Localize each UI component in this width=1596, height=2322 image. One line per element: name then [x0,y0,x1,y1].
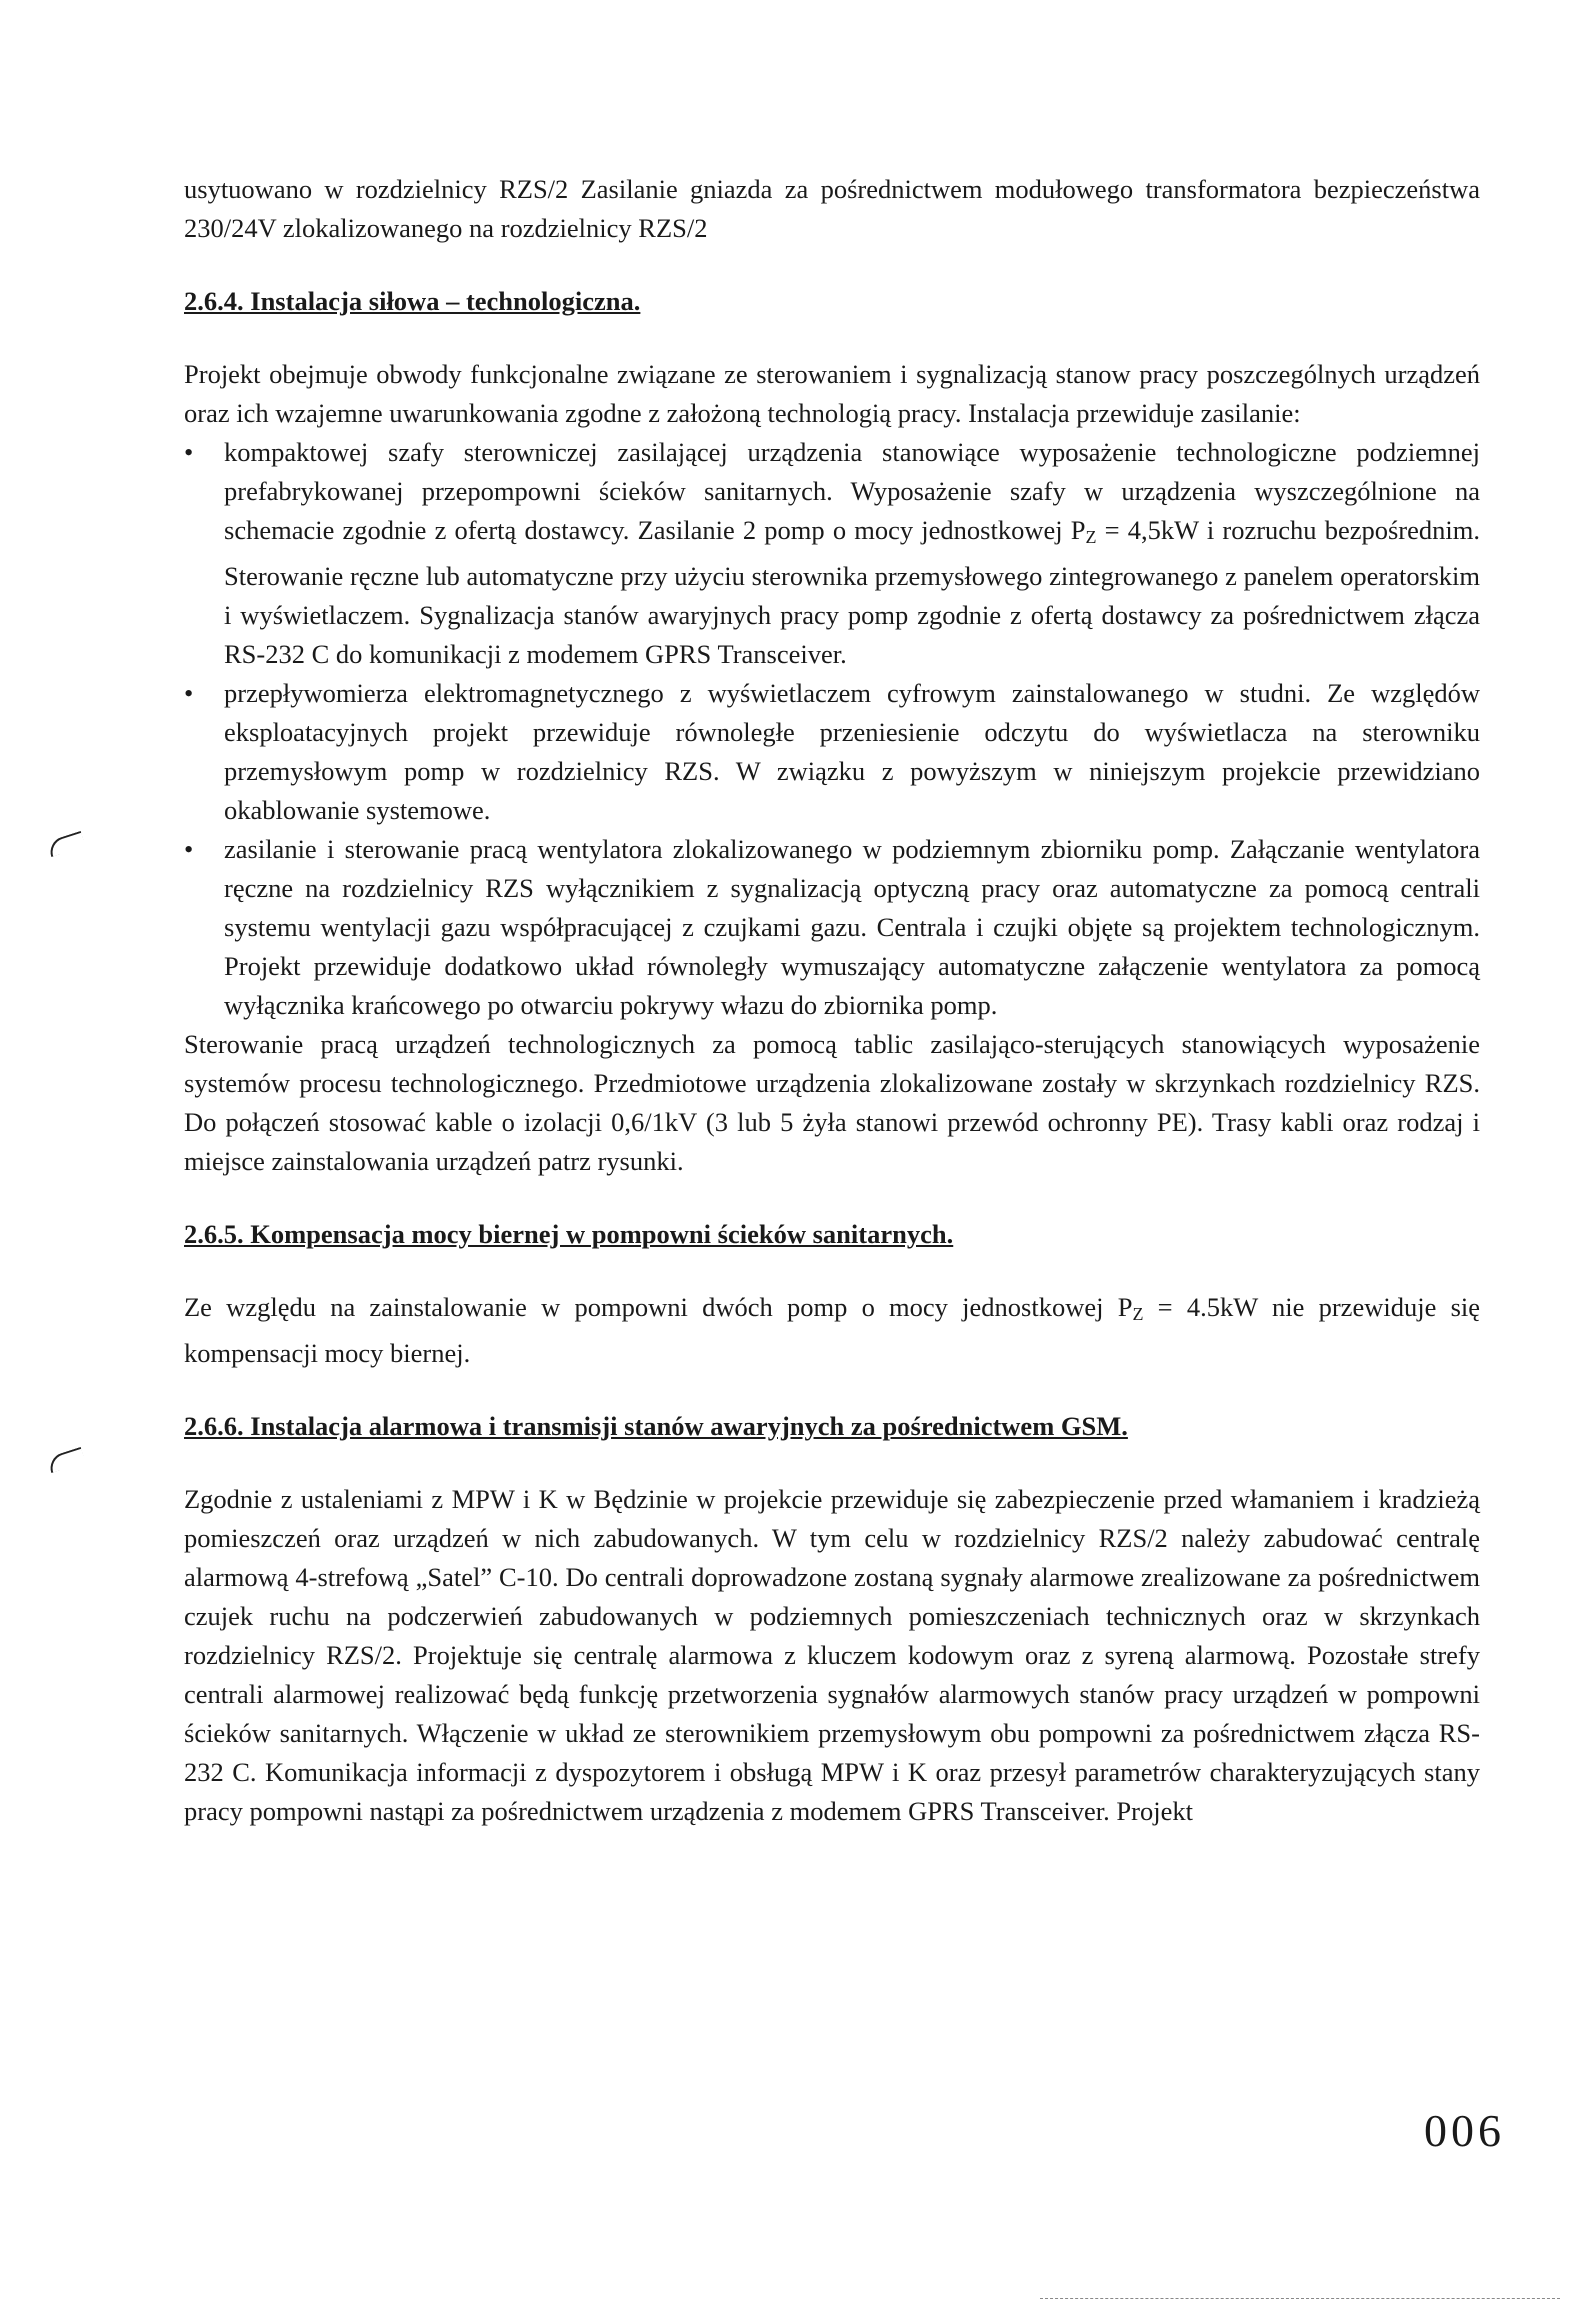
bullet-icon: • [184,834,194,864]
bullet-icon: • [184,437,194,467]
list-item-text: zasilanie i sterowanie pracą wentylatora zlokalizowanego w podziemnym zbiorniku pomp. Załączanie wentylatora ręczne na rozdzielnicy RZS wyłącznikiem z sygnalizacją optyczną pracy oraz automatyczne za pomocą centrali systemu wentylacji gazu współpracującej z czujkami gazu. Centrala i czujki objęte są projektem technologicznym. Projekt przewiduje dodatkowo układ równoległy wymuszający automatyczne załączenie wentylatora za pomocą wyłącznika krańcowego po otwarciu pokrywy włazu do zbiornika pomp. [224,834,1480,1020]
margin-hole-mark-icon [46,1447,85,1473]
subscript: Z [1085,527,1097,547]
intro-paragraph: usytuowano w rozdzielnicy RZS/2 Zasilanie gniazda za pośrednictwem modułowego transformatora bezpieczeństwa 230/24V zlokalizowanego na rozdzielnicy RZS/2 [184,174,1480,243]
subscript: Z [1132,1304,1144,1324]
section-heading-2-6-6: 2.6.6. Instalacja alarmowa i transmisji stanów awaryjnych za pośrednictwem GSM. [184,1411,1128,1441]
section-2-6-4-closing: Sterowanie pracą urządzeń technologicznych za pomocą tablic zasilająco-sterujących stanowiących wyposażenie systemów procesu technologicznego. Przedmiotowe urządzenia zlokalizowane zostały w skrzynkach rozdzielnicy RZS. Do połączeń stosować kable o izolacji 0,6/1kV (3 lub 5 żyła stanowi przewód ochronny PE). Trasy kabli oraz rodzaj i miejsce zainstalowania urządzeń patrz rysunki. [184,1029,1480,1176]
margin-hole-mark-icon [46,831,85,857]
list-item-text: kompaktowej szafy sterowniczej zasilającej urządzenia stanowiące wyposażenie technologiczne podziemnej prefabrykowanej przepompowni ścieków sanitarnych. Wyposażenie szafy w urządzenia wyszczególnione na schemacie zgodnie z ofertą dostawcy. Zasilanie 2 pomp o mocy jednostkowej $P_Z = 4,5kW$ i rozruchu bezpośrednim. Sterowanie ręczne lub automatyczne przy użyciu sterownika przemysłowego zintegrowanego z panelem operatorskim i wyświetlaczem. Sygnalizacja stanów awaryjnych pracy pomp zgodnie z ofertą dostawcy za pośrednictwem złącza RS-232 C do komunikacji z modemem GPRS Transceiver. [224,437,1480,669]
section-heading-2-6-5: 2.6.5. Kompensacja mocy biernej w pompowni ścieków sanitarnych. [184,1219,954,1249]
power-supply-list [184,433,1480,1025]
list-item [184,830,1480,1025]
section-heading-2-6-4: 2.6.4. Instalacja siłowa – technologiczna. [184,286,641,316]
bullet-icon: • [184,678,194,708]
list-item [184,433,1480,674]
footer-divider [1040,2298,1560,2299]
section-2-6-4-intro: Projekt obejmuje obwody funkcjonalne związane ze sterowaniem i sygnalizacją stanow pracy poszczególnych urządzeń oraz ich wzajemne uwarunkowania zgodne z założoną technologią pracy. Instalacja przewiduje zasilanie: [184,359,1480,428]
document-page [184,170,1480,1831]
page-number: 006 [1424,2105,1505,2156]
section-2-6-6-paragraph: Zgodnie z ustaleniami z MPW i K w Będzinie w projekcie przewiduje się zabezpieczenie przed włamaniem i kradzieżą pomieszczeń oraz urządzeń w nich zabudowanych. W tym celu w rozdzielnicy RZS/2 należy zabudować centralę alarmową 4-strefową „Satel” C-10. Do centrali doprowadzone zostaną sygnały alarmowe zrealizowane za pośrednictwem czujek ruchu na podczerwień zabudowanych w podziemnych pomieszczeniach technicznych oraz w skrzynkach rozdzielnicy RZS/2. Projektuje się centralę alarmowa z kluczem kodowym oraz z syreną alarmową. Pozostałe strefy centrali alarmowej realizować będą funkcję przetworzenia sygnałów alarmowych stanów pracy urządzeń w pompowni ścieków sanitarnych. Włączenie w układ ze sterownikiem przemysłowym obu pompowni za pośrednictwem złącza RS-232 C. Komunikacja informacji z dyspozytorem i obsługą MPW i K oraz przesył parametrów charakteryzujących stany pracy pompowni nastąpi za pośrednictwem urządzenia z modemem GPRS Transceiver. Projekt [184,1484,1480,1826]
list-item [184,674,1480,830]
list-item-text: przepływomierza elektromagnetycznego z wyświetlaczem cyfrowym zainstalowanego w studni. Ze względów eksploatacyjnych projekt przewiduje równoległe przeniesienie odczytu do wyświetlacza na sterowniku przemysłowym pomp w rozdzielnicy RZS. W związku z powyższym w niniejszym projekcie przewidziano okablowanie systemowe. [224,678,1480,825]
section-2-6-5-paragraph: Ze względu na zainstalowanie w pompowni dwóch pomp o mocy jednostkowej $P_Z = 4.5kW$ nie przewiduje się kompensacji mocy biernej. [184,1292,1481,1368]
